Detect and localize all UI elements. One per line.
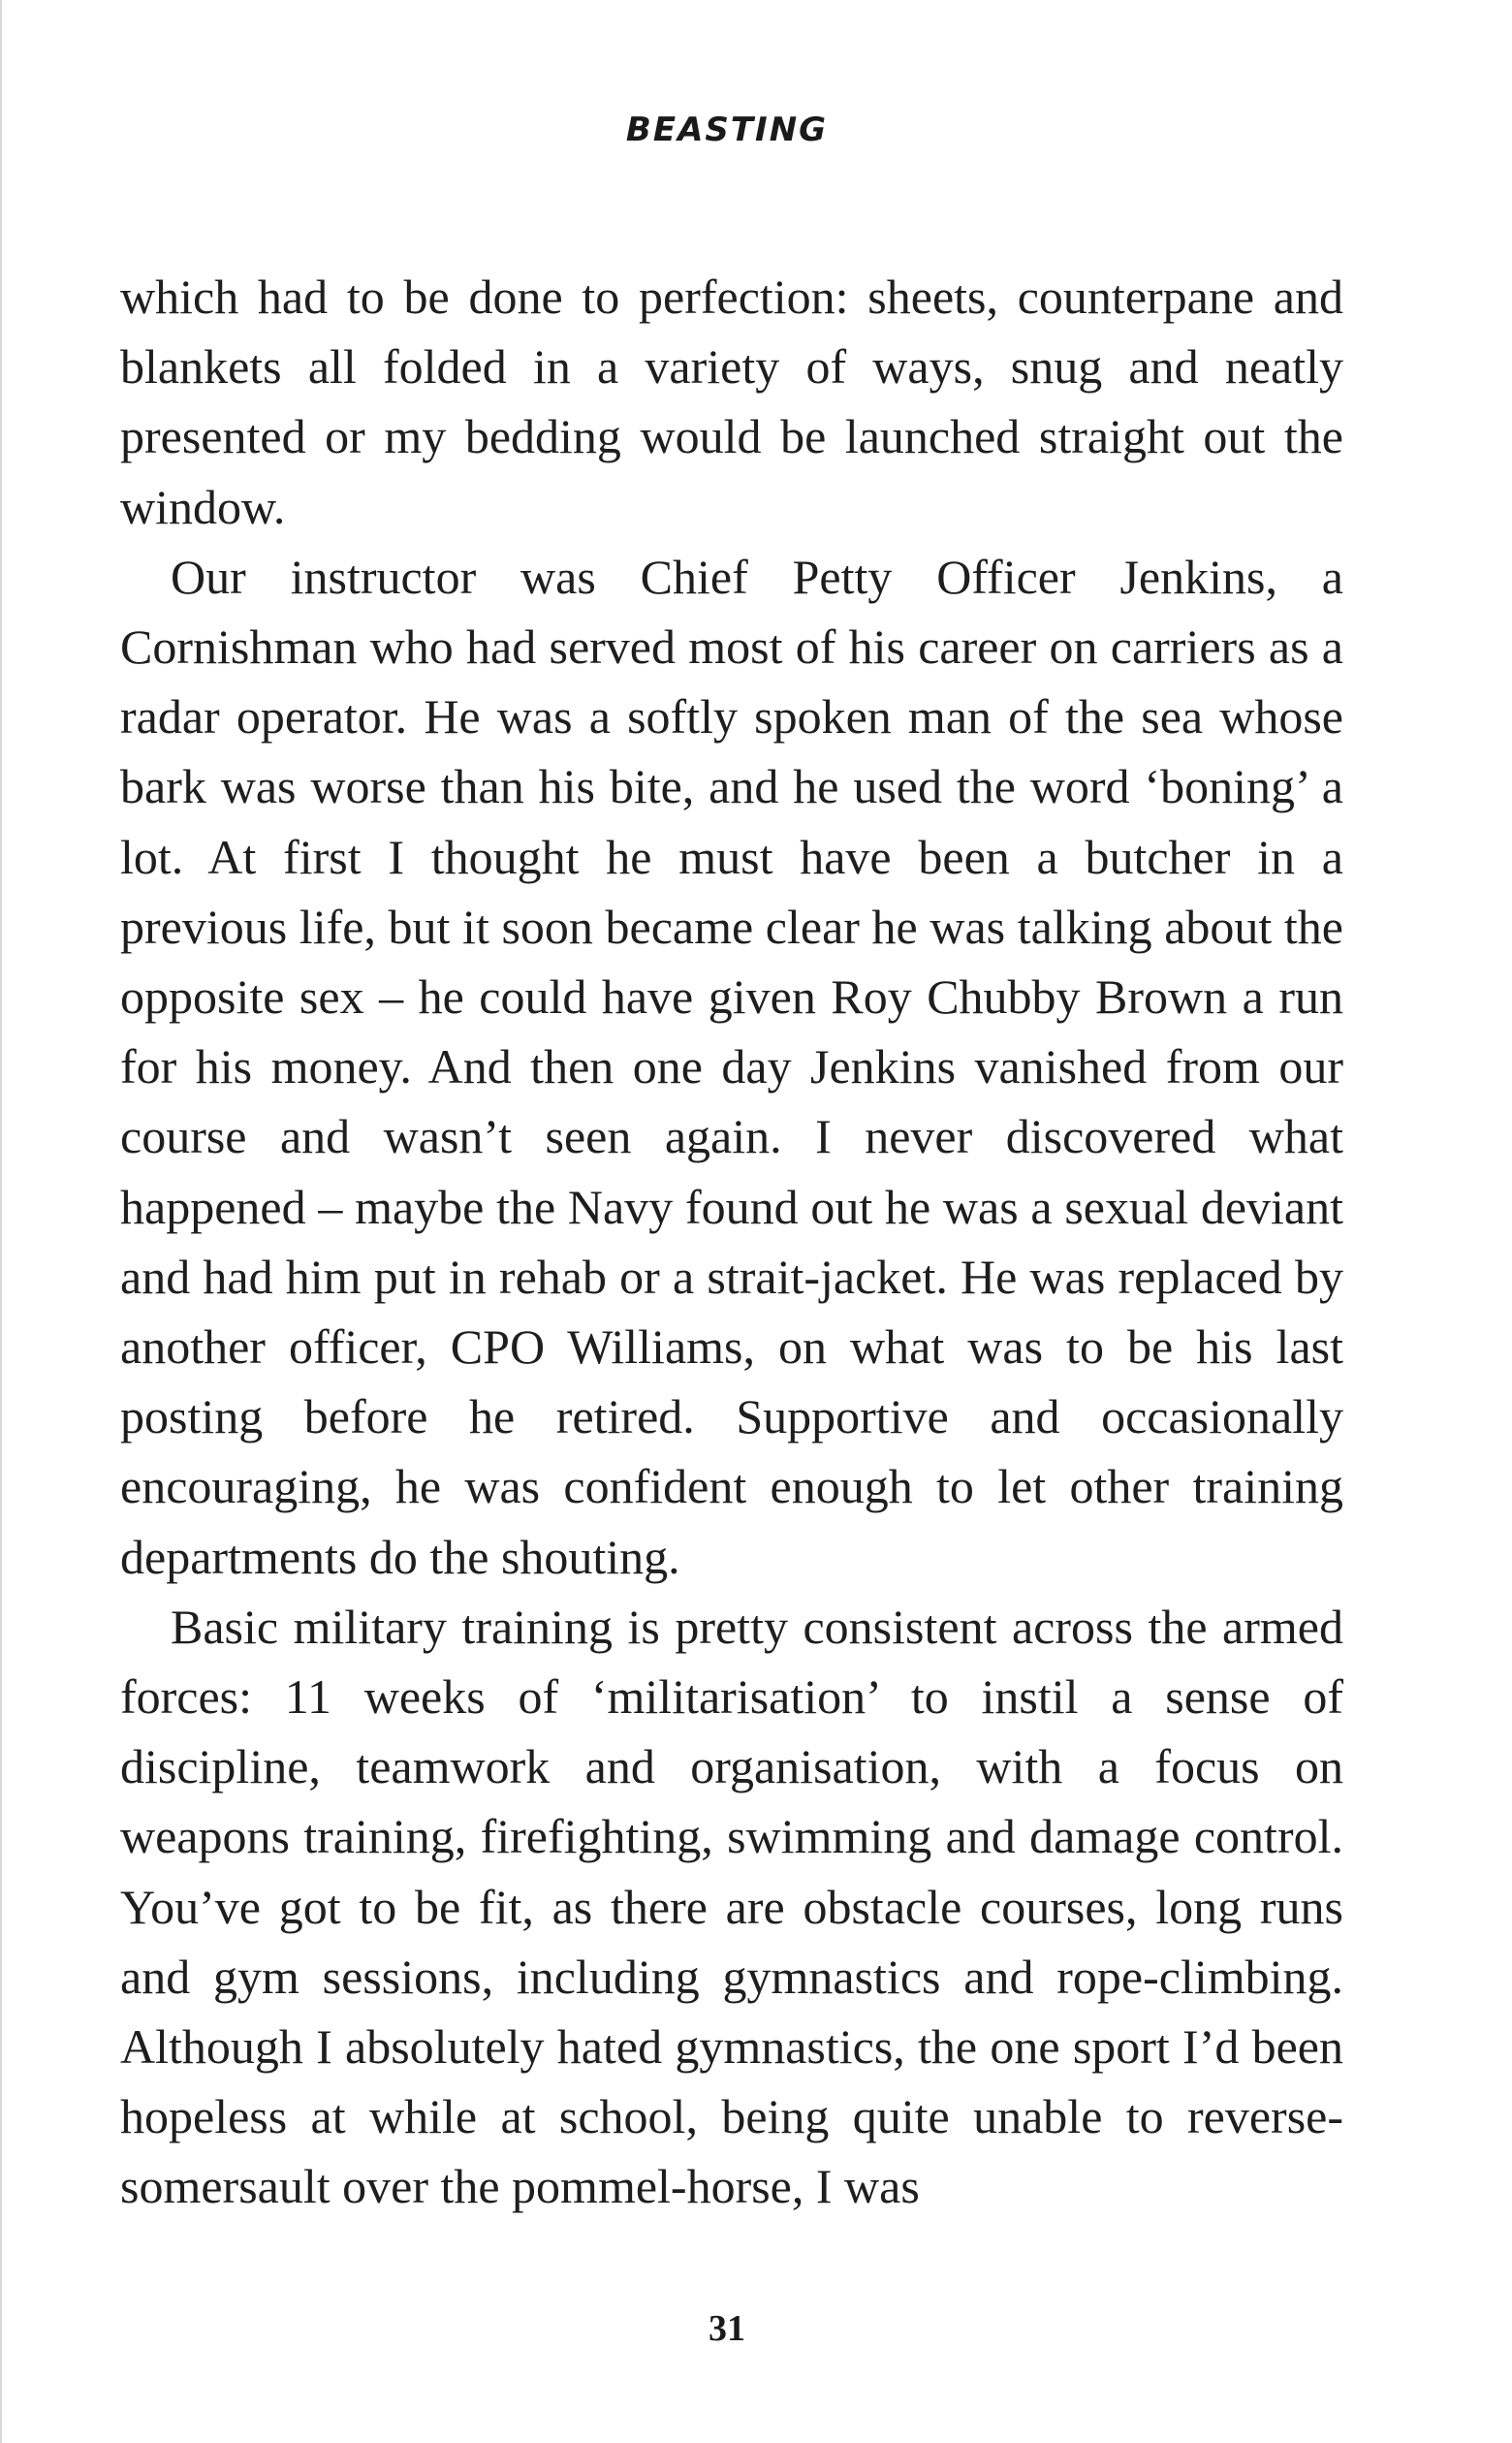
paragraph: Basic military training is pretty consistent across the armed forces: 11 weeks of ‘militarisation’ to instil a sense of discipline, teamwork and organisation, with a focus on weapons training, firefighting, swimming and damage control. You’ve got to be fit, as there are obstacle courses, long runs and gym sessions, including gymnastics and rope-climbing. Although I absolutely hated gymnastics, the one sport I’d been hopeless at while at school, being quite unable to reverse-somersault over the pommel-horse, I was (120, 1599, 1343, 2214)
running-head: BEASTING (625, 111, 829, 149)
paragraph: Our instructor was Chief Petty Officer Jenkins, a Cornishman who had served most of his career on carriers as a radar operator. He was a softly spoken man of the sea whose bark was worse than his bite, and he used the word ‘boning’ a lot. At first I thought he must have been a butcher in a previous life, but it soon became clear he was talking about the opposite sex – he could have given Roy Chubby Brown a run for his money. And then one day Jenkins vanished from our course and wasn’t seen again. I never discovered what happened – maybe the Navy found out he was a sexual deviant and had him put in rehab or a strait-jacket. He was replaced by another officer, CPO Williams, on what was to be his last posting before he retired. Supportive and occasionally encouraging, he was confident enough to let other training departments do the shouting. (120, 549, 1343, 1584)
paragraph: which had to be done to perfection: sheets, counterpane and blankets all folded in a variety of ways, snug and neatly presented or my bedding would be launched straight out the window. (120, 270, 1343, 534)
body-text (120, 262, 1343, 2222)
page-number: 31 (709, 2308, 745, 2349)
scan-edge (0, 0, 2, 2443)
